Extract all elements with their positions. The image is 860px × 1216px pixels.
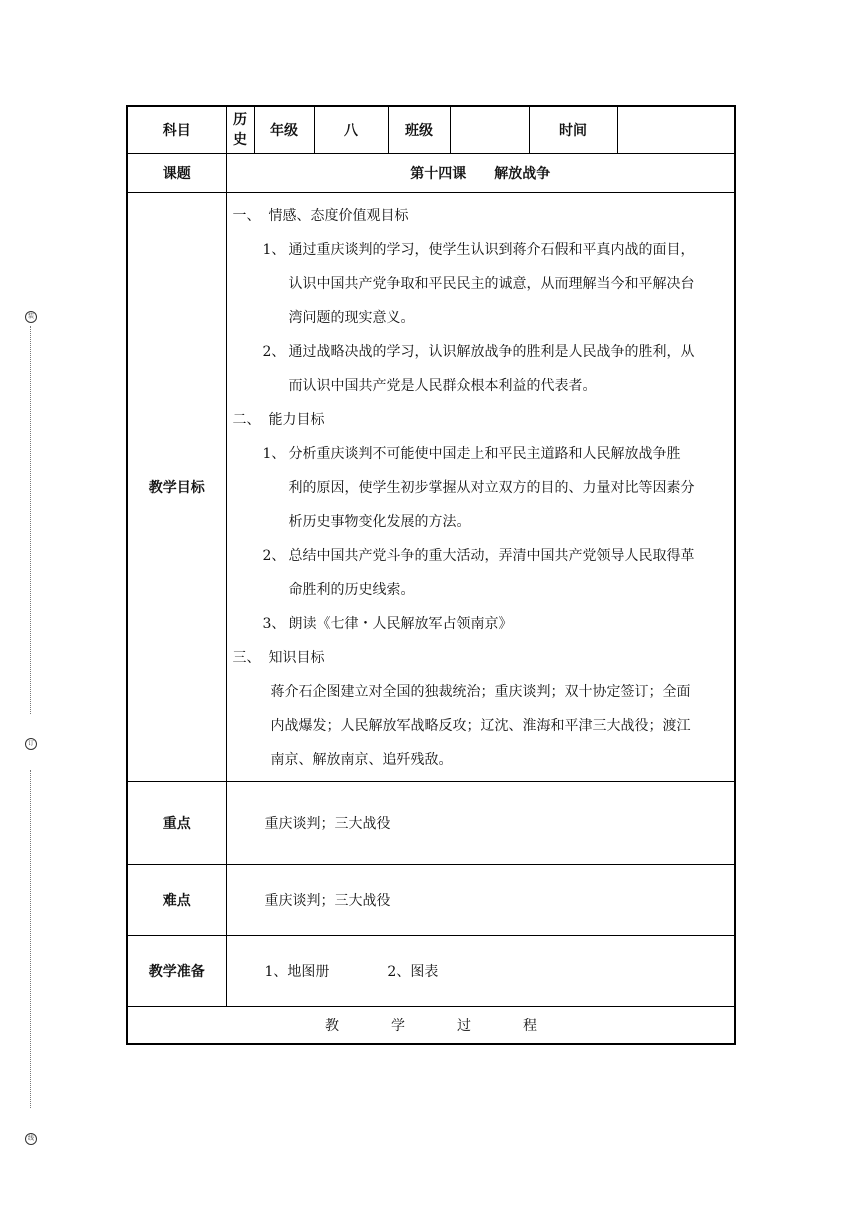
process-row <box>127 1006 735 1044</box>
objective-section-heading: 三、 知识目标 <box>232 649 325 666</box>
binding-mark-middle: 订 <box>25 738 37 750</box>
lesson-name: 解放战争 <box>494 165 551 182</box>
objective-section-heading: 二、 能力目标 <box>232 411 325 428</box>
process-char: 教 <box>325 1017 339 1034</box>
objective-section-heading: 一、 情感、态度价值观目标 <box>232 207 409 224</box>
objective-item: 3、 朗读《七律・人民解放军占领南京》 <box>262 615 513 632</box>
objective-item: 1、 通过重庆谈判的学习，使学生认识到蒋介石假和平真内战的面目， <box>262 241 695 258</box>
lesson-title <box>226 153 735 192</box>
header-row <box>127 106 735 153</box>
process-char: 程 <box>523 1017 537 1034</box>
subject-value: 历史 <box>226 106 254 153</box>
lesson-plan-table <box>126 105 736 1045</box>
difficulties-row <box>127 864 735 935</box>
key-points-label: 重点 <box>127 781 226 864</box>
teaching-process-heading <box>127 1006 735 1044</box>
class-value <box>450 106 529 153</box>
difficulties-label: 难点 <box>127 864 226 935</box>
difficulties-text: 重庆谈判；三大战役 <box>226 864 735 935</box>
time-value <box>617 106 735 153</box>
key-points-text: 重庆谈判；三大战役 <box>226 781 735 864</box>
preparation-row <box>127 935 735 1006</box>
lesson-number: 第十四课 <box>410 165 467 182</box>
process-char: 学 <box>391 1017 405 1034</box>
preparation-label: 教学准备 <box>127 935 226 1006</box>
knowledge-paragraph-line: 南京、解放南京、追歼残敌。 <box>270 751 453 768</box>
grade-value: 八 <box>314 106 388 153</box>
preparation-item: 2、图表 <box>387 963 439 980</box>
preparation-content <box>226 935 735 1006</box>
knowledge-paragraph-line: 蒋介石企图建立对全国的独裁统治；重庆谈判；双十协定签订；全面 <box>270 683 691 700</box>
objective-item-line: 析历史事物变化发展的方法。 <box>288 513 471 530</box>
objectives-label: 教学目标 <box>127 192 226 781</box>
objectives-content <box>226 192 735 781</box>
objective-item-line: 命胜利的历史线索。 <box>288 581 415 598</box>
binding-mark-bottom: 线 <box>25 1133 37 1145</box>
preparation-item: 1、地图册 <box>264 963 330 980</box>
objective-item-line: 认识中国共产党争取和平民民主的诚意，从而理解当今和平解决台 <box>288 275 695 292</box>
lesson-label: 课题 <box>127 153 226 192</box>
knowledge-paragraph-line: 内战爆发；人民解放军战略反攻；辽沈、淮海和平津三大战役；渡江 <box>270 717 691 734</box>
subject-label: 科目 <box>127 106 226 153</box>
binding-dotted-line <box>30 770 31 1108</box>
key-points-row <box>127 781 735 864</box>
binding-dotted-line <box>30 326 31 714</box>
class-label: 班级 <box>388 106 450 153</box>
lesson-row <box>127 153 735 192</box>
objective-item: 2、 通过战略决战的学习，认识解放战争的胜利是人民战争的胜利，从 <box>262 343 695 360</box>
process-char: 过 <box>457 1017 471 1034</box>
time-label: 时间 <box>529 106 617 153</box>
objective-item-line: 湾问题的现实意义。 <box>288 309 415 326</box>
objectives-row <box>127 192 735 781</box>
objective-item-line: 而认识中国共产党是人民群众根本利益的代表者。 <box>288 377 597 394</box>
objective-item: 2、 总结中国共产党斗争的重大活动，弄清中国共产党领导人民取得革 <box>262 547 695 564</box>
objective-item: 1、 分析重庆谈判不可能使中国走上和平民主道路和人民解放战争胜 <box>262 445 681 462</box>
objective-item-line: 利的原因，使学生初步掌握从对立双方的目的、力量对比等因素分 <box>288 479 695 496</box>
grade-label: 年级 <box>254 106 314 153</box>
binding-mark-top: 装 <box>25 311 37 323</box>
